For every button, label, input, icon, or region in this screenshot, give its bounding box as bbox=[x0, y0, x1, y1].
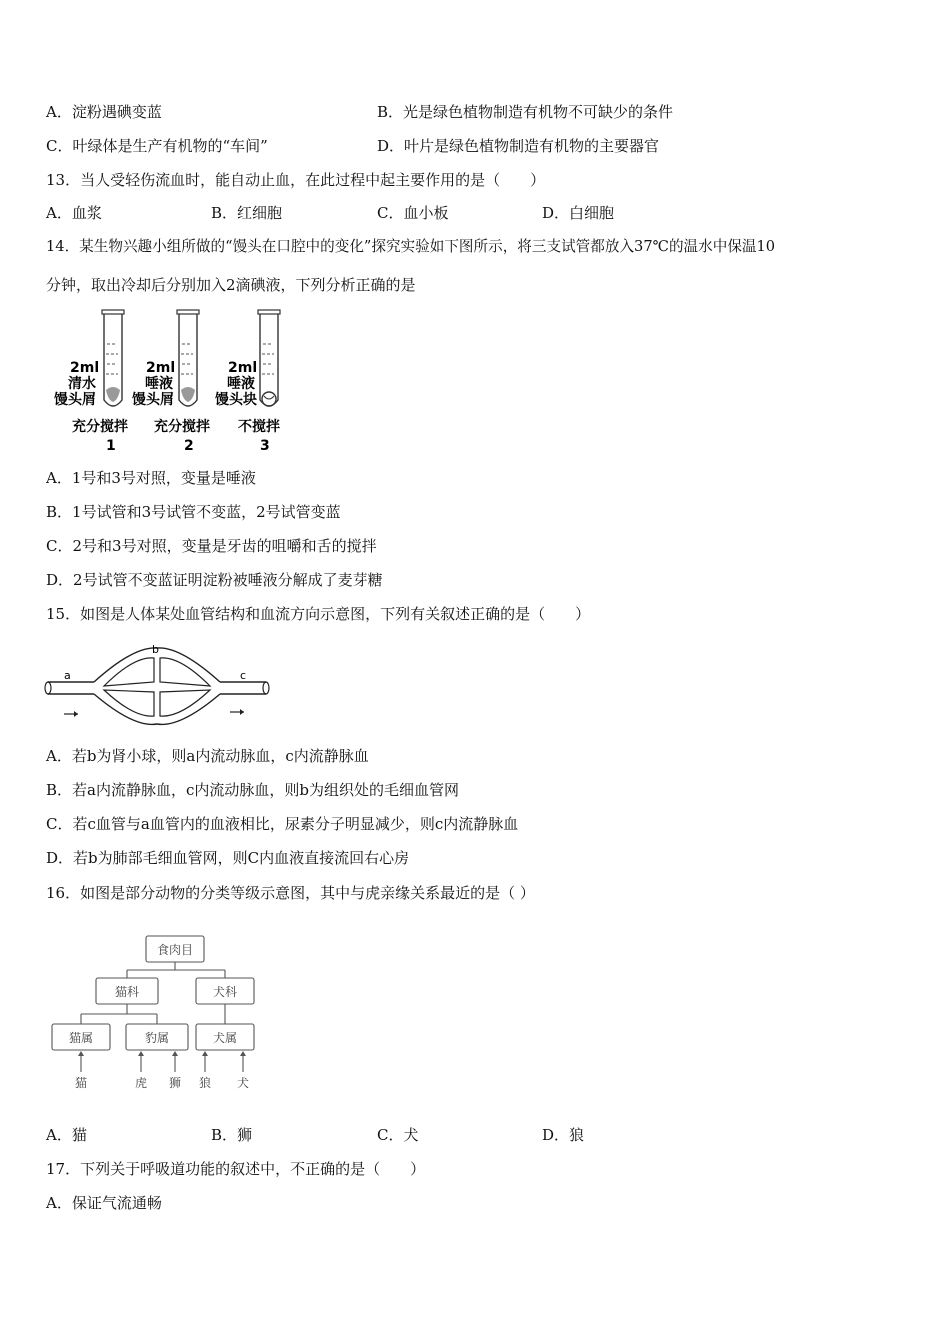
tree-genus-canis: 犬属 bbox=[212, 1031, 238, 1045]
tree-species-cat: 猫 bbox=[74, 1076, 88, 1090]
tube-2-number: 2 bbox=[184, 438, 194, 454]
q14-stem-line2: 分钟，取出冷却后分别加入2滴碘液，下列分析正确的是 bbox=[46, 276, 416, 294]
q14-option-b: B．1号试管和3号试管不变蓝，2号试管变蓝 bbox=[46, 503, 341, 521]
q15-option-b: B．若a内流静脉血，c内流动脉血，则b为组织处的毛细血管网 bbox=[46, 781, 459, 799]
classification-tree-figure bbox=[48, 930, 263, 1095]
q13-option-a: A．血浆 bbox=[46, 204, 102, 222]
q14-stem-line1: 14．某生物兴趣小组所做的“馒头在口腔中的变化”探究实验如下图所示，将三支试管都放入37℃的温水中保温10 bbox=[46, 238, 776, 255]
q15-option-d: D．若b为肺部毛细血管网，则C内血液直接流回右心房 bbox=[46, 849, 410, 867]
tube-1-number: 1 bbox=[106, 438, 116, 454]
tube-2-action: 充分搅拌 bbox=[154, 419, 210, 435]
q16-option-d: D．狼 bbox=[542, 1126, 585, 1144]
q17-option-a: A．保证气流通畅 bbox=[46, 1194, 162, 1212]
tube-1-solid: 馒头屑 bbox=[54, 392, 96, 408]
tree-species-dog: 犬 bbox=[236, 1076, 250, 1090]
tree-genus-felis: 猫属 bbox=[68, 1031, 94, 1045]
q13-stem: 13．当人受轻伤流血时，能自动止血，在此过程中起主要作用的是（ ） bbox=[46, 171, 546, 189]
test-tube-2 bbox=[177, 310, 199, 406]
tree-genus-panthera: 豹属 bbox=[144, 1031, 170, 1045]
q12-option-b: B．光是绿色植物制造有机物不可缺少的条件 bbox=[377, 103, 674, 121]
tree-family-dog: 犬科 bbox=[212, 985, 238, 999]
q14-option-c: C．2号和3号对照，变量是牙齿的咀嚼和舌的搅拌 bbox=[46, 537, 377, 555]
tube-3-volume: 2ml bbox=[228, 360, 258, 376]
tube-3-action: 不搅拌 bbox=[238, 419, 280, 435]
tree-order: 食肉目 bbox=[156, 943, 194, 957]
tube-2-solid: 馒头屑 bbox=[132, 392, 174, 408]
q13-option-d: D．白细胞 bbox=[542, 204, 615, 222]
q13-option-c: C．血小板 bbox=[377, 204, 449, 222]
vessel-label-b: b bbox=[152, 643, 159, 656]
tube-1-action: 充分搅拌 bbox=[72, 419, 128, 435]
test-tube-3 bbox=[258, 310, 280, 406]
tube-2-liquid: 唾液 bbox=[145, 376, 173, 392]
tree-family-cat: 猫科 bbox=[114, 985, 140, 999]
q15-stem: 15．如图是人体某处血管结构和血流方向示意图，下列有关叙述正确的是（ ） bbox=[46, 605, 591, 623]
q12-option-d: D．叶片是绿色植物制造有机物的主要器官 bbox=[377, 137, 660, 155]
q16-option-a: A．猫 bbox=[46, 1126, 87, 1144]
test-tube-figure bbox=[50, 304, 290, 454]
tree-species-wolf: 狼 bbox=[198, 1076, 212, 1090]
q14-option-d: D．2号试管不变蓝证明淀粉被唾液分解成了麦芽糖 bbox=[46, 571, 383, 589]
tree-species-tiger: 虎 bbox=[134, 1076, 148, 1090]
q14-option-a: A．1号和3号对照，变量是唾液 bbox=[46, 469, 256, 487]
q15-option-c: C．若c血管与a血管内的血液相比，尿素分子明显减少，则c内流静脉血 bbox=[46, 815, 519, 833]
q13-option-b: B．红细胞 bbox=[211, 204, 283, 222]
tube-1-liquid: 清水 bbox=[68, 376, 96, 392]
q12-option-c: C．叶绿体是生产有机物的“车间” bbox=[46, 137, 268, 155]
tube-2-volume: 2ml bbox=[146, 360, 176, 376]
test-tube-1 bbox=[102, 310, 124, 406]
tree-species-lion: 狮 bbox=[168, 1076, 182, 1090]
q16-option-c: C．犬 bbox=[377, 1126, 419, 1144]
q17-stem: 17．下列关于呼吸道功能的叙述中，不正确的是（ ） bbox=[46, 1160, 426, 1178]
vessel-label-c: c bbox=[240, 669, 247, 682]
tube-1-volume: 2ml bbox=[70, 360, 100, 376]
vessel-label-a: a bbox=[64, 669, 71, 682]
q15-option-a: A．若b为肾小球，则a内流动脉血，c内流静脉血 bbox=[46, 747, 369, 765]
q16-option-b: B．狮 bbox=[211, 1126, 253, 1144]
blood-vessel-figure bbox=[44, 642, 274, 726]
q16-stem: 16．如图是部分动物的分类等级示意图，其中与虎亲缘关系最近的是（ ） bbox=[46, 884, 535, 902]
q12-option-a: A．淀粉遇碘变蓝 bbox=[46, 103, 162, 121]
tube-3-liquid: 唾液 bbox=[227, 376, 255, 392]
tube-3-number: 3 bbox=[260, 438, 270, 454]
tube-3-solid: 馒头块 bbox=[215, 392, 257, 408]
